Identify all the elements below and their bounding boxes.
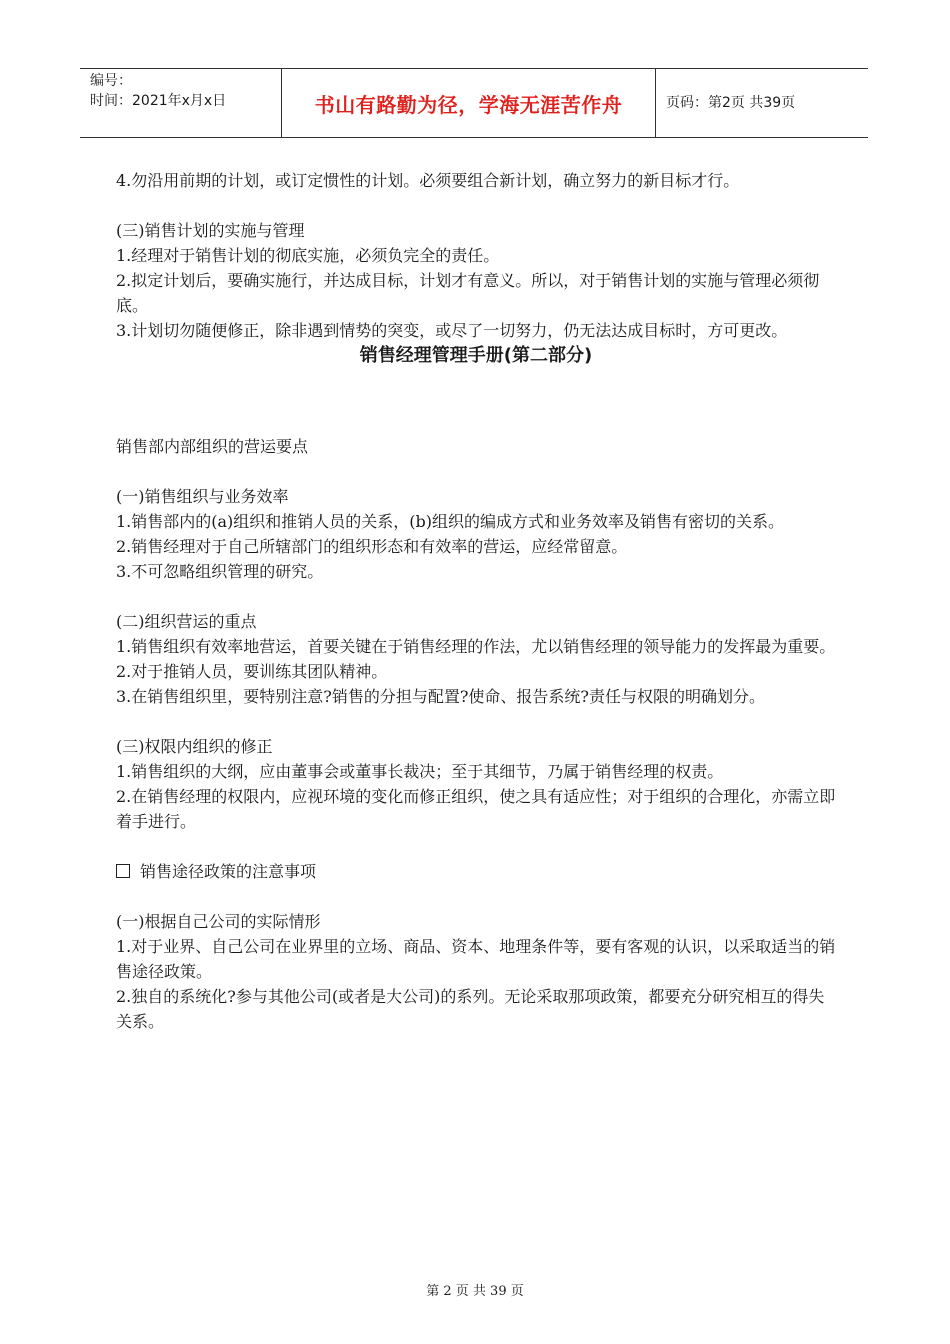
list-item: 1.销售部内的(a)组织和推销人员的关系，(b)组织的编成方式和业务效率及销售有密切的关系。 — [116, 512, 785, 531]
header-motto-cell — [282, 69, 656, 137]
checkbox-icon — [116, 864, 130, 878]
page-title: 销售经理管理手册(第二部分) — [359, 345, 593, 366]
list-item: 2.独自的系统化?参与其他公司(或者是大公司)的系列。无论采取那项政策，都要充分研究相互的得失关系。 — [116, 987, 825, 1031]
header-table — [80, 68, 868, 138]
page-info: 页码：第2页 共39页 — [666, 95, 796, 111]
paragraph: 4.勿沿用前期的计划，或订定惯性的计划。必须要组合新计划，确立努力的新目标才行。 — [116, 171, 740, 190]
list-item: 1.销售组织有效率地营运，首要关键在于销售经理的作法，尤以销售经理的领导能力的发挥最为重要。 — [116, 637, 836, 656]
list-item: 2.销售经理对于自己所辖部门的组织形态和有效率的营运，应经常留意。 — [116, 537, 628, 556]
section-title — [116, 859, 836, 884]
section-heading: (一)根据自己公司的实际情形 — [116, 912, 321, 931]
time-label: 时间：2021年x月x日 — [90, 93, 227, 109]
document-body — [116, 168, 836, 1034]
list-item: 3.不可忽略组织管理的研究。 — [116, 562, 324, 581]
header-meta-cell — [80, 69, 282, 137]
paragraph: 销售部内部组织的营运要点 — [116, 437, 309, 456]
section-heading: (三)销售计划的实施与管理 — [116, 221, 305, 240]
list-item: 1.对于业界、自己公司在业界里的立场、商品、资本、地理条件等，要有客观的认识，以采取适当的销售途径政策。 — [116, 937, 836, 981]
list-item: 2.在销售经理的权限内，应视环境的变化而修正组织，使之具有适应性；对于组织的合理化，亦需立即着手进行。 — [116, 787, 836, 831]
section-heading: (一)销售组织与业务效率 — [116, 487, 289, 506]
list-item: 2.拟定计划后，要确实施行，并达成目标，计划才有意义。所以，对于销售计划的实施与管理必须彻底。 — [116, 271, 820, 315]
number-label: 编号： — [90, 73, 132, 89]
section-title-label: 销售途径政策的注意事项 — [140, 862, 317, 881]
section-heading: (三)权限内组织的修正 — [116, 737, 273, 756]
header-page-cell — [656, 69, 868, 137]
motto: 书山有路勤为径，学海无涯苦作舟 — [314, 92, 623, 117]
list-item: 1.销售组织的大纲，应由董事会或董事长裁决；至于其细节，乃属于销售经理的权责。 — [116, 762, 724, 781]
list-item: 2.对于推销人员，要训练其团队精神。 — [116, 662, 388, 681]
list-item: 1.经理对于销售计划的彻底实施，必须负完全的责任。 — [116, 246, 500, 265]
list-item: 3.在销售组织里，要特别注意?销售的分担与配置?使命、报告系统?责任与权限的明确划分。 — [116, 687, 766, 706]
list-item: 3.计划切勿随便修正，除非遇到情势的突变，或尽了一切努力，仍无法达成目标时，方可更改。 — [116, 321, 788, 340]
section-heading: (二)组织营运的重点 — [116, 612, 257, 631]
page-footer: 第 2 页 共 39 页 — [426, 1284, 524, 1299]
